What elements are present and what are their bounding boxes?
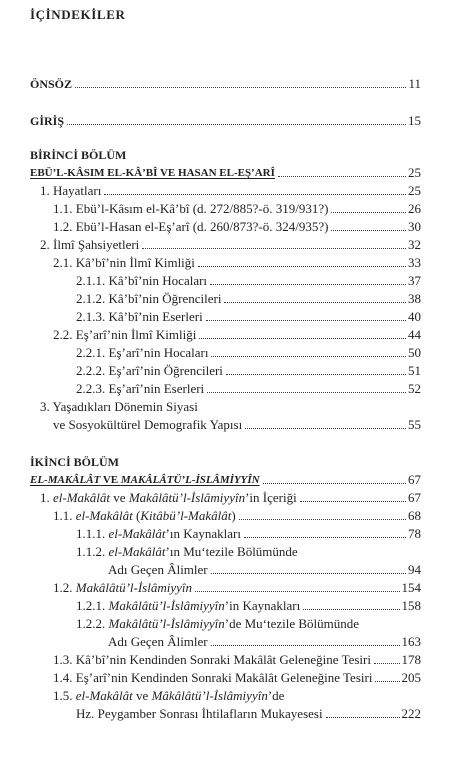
leader-dots [278,176,406,177]
entry-title: Kâ’bî’nin Eserleri [108,309,203,324]
toc-entry [30,579,421,597]
toc-entry [30,615,421,633]
entry-label [53,507,236,525]
toc-entry-preface [30,75,421,93]
page-number: 67 [408,490,421,505]
entry-title-part: el-Makâlât [75,688,133,703]
leader-dots [331,212,406,213]
page-number: 78 [408,526,421,541]
entry-title-part: ) [231,508,236,523]
entry-number: 1.1.1. [76,526,106,541]
page-number: 158 [401,598,421,613]
entry-title-part: ’in İçeriği [245,490,297,505]
entry-title: GİRİŞ [30,114,65,128]
entry-title-part: ’de [267,688,285,703]
entry-label [53,687,284,705]
entry-label [53,200,328,218]
leader-dots [375,681,399,682]
entry-title: Kâ’bî’nin Hocaları [108,273,208,288]
part-heading: BİRİNCİ BÖLÜM [30,148,127,162]
entry-title: Kâ’bî’nin İlmî Kimliği [75,255,195,270]
page-number: 30 [408,219,421,234]
entry-number: 1.2.2. [76,616,106,631]
leader-dots [331,230,406,231]
leader-dots [239,519,406,520]
page-number: 26 [408,201,421,216]
leader-dots [206,320,406,321]
entry-title: İlmî Şahsiyetleri [53,237,140,252]
toc-entry [30,489,421,507]
entry-title-part: ve [110,490,129,505]
entry-title: Eş’arî’nin Eserleri [108,381,205,396]
leader-dots [300,501,406,502]
entry-title-part: el-Makâlât [75,508,133,523]
entry-title-part: Eş’arî’nin Kendinden Sonraki Makâlât Geleneğine Tesiri [75,670,373,685]
entry-label [76,543,298,561]
entry-label [40,398,198,416]
entry-title-part: el-Makâlât [53,490,111,505]
leader-dots [210,284,406,285]
chapter-title-row [30,471,421,489]
leader-dots [263,483,406,484]
entry-label [40,489,297,507]
toc-heading: İÇİNDEKİLER [30,7,126,22]
entry-number: 1.1. [53,201,73,216]
leader-dots [104,194,406,195]
entry-number: 2.2.1. [76,345,106,360]
entry-number: 1.3. [53,652,73,667]
entry-label [76,380,204,398]
entry-number: 1. [40,183,50,198]
chapter-title-part: EL-MAKÂLÂT [30,474,101,486]
entry-title-part: Makâlâtü’l-İslâmiyyîn [75,580,192,595]
entry-label [76,272,207,290]
toc-entry [30,290,421,308]
entry-title-part: el-Makâlât [108,544,166,559]
entry-number: 2.1.2. [76,291,106,306]
entry-title-part: ’de Mu‘tezile Bölümünde [224,616,360,631]
entry-title-part: el-Makâlât [108,526,166,541]
page-number: 37 [408,273,421,288]
toc-entry [30,398,421,416]
entry-title: Eş’arî’nin İlmî Kimliği [75,327,197,342]
chapter-title-part: VE [100,474,121,486]
entry-label [53,254,195,272]
toc-entry [30,344,421,362]
page-number: 205 [401,670,421,685]
entry-title-part: Makâlâtü’l-İslâmiyyîn [108,616,225,631]
toc-entry [30,362,421,380]
entry-label [40,236,139,254]
part-heading: İKİNCİ BÖLÜM [30,455,120,469]
toc-entry [30,669,421,687]
entry-label [40,182,101,200]
entry-label [76,344,208,362]
entry-title-continued: Adı Geçen Âlimler [108,562,208,577]
entry-title-part: Kitâbü’l-Makâlât [140,508,232,523]
leader-dots [303,609,399,610]
entry-title-part: Mâkâlâtü’l-İslâmiyyîn [151,688,268,703]
leader-dots [67,124,406,125]
toc-entry [30,254,421,272]
page-number: 154 [401,580,421,595]
toc-entry-continuation [30,705,421,723]
toc-entry [30,326,421,344]
page-number: 33 [408,255,421,270]
entry-title-continued: Hz. Peygamber Sonrası İhtilafların Mukayesesi [76,706,323,721]
page-number: 40 [408,309,421,324]
entry-label [76,525,241,543]
page-number: 51 [408,363,421,378]
entry-title-part: ’in Kaynakları [224,598,301,613]
entry-number: 2.2. [53,327,73,342]
entry-title: Eş’arî’nin Öğrencileri [108,363,223,378]
entry-number: 2.2.2. [76,363,106,378]
entry-title: ÖNSÖZ [30,77,73,91]
entry-title: Ebü’l-Hasan el-Eş’arî (d. 260/873?-ö. 324/935?) [75,219,329,234]
leader-dots [326,717,400,718]
entry-number: 1.4. [53,670,73,685]
chapter-title [30,471,260,489]
entry-label [53,669,372,687]
toc-entry-continuation [30,416,421,434]
leader-dots [211,356,406,357]
entry-label [53,651,371,669]
page-number: 178 [401,652,421,667]
page-number: 163 [401,634,421,649]
leader-dots [374,663,400,664]
entry-title-part: ’ın Kaynakları [165,526,241,541]
entry-label [53,326,196,344]
leader-dots [244,537,406,538]
entry-label [53,218,328,236]
toc-entry [30,687,421,705]
leader-dots [195,591,400,592]
entry-label [53,579,192,597]
entry-title-continued: ve Sosyokültürel Demografik Yapısı [53,417,243,432]
entry-number: 1.2. [53,580,73,595]
chapter-title-row [30,164,421,182]
entry-title: Ebü’l-Kâsım el-Kâ’bî (d. 272/885?-ö. 319/931?) [75,201,329,216]
leader-dots [207,392,406,393]
entry-number: 1.2.1. [76,598,106,613]
leader-dots [199,338,406,339]
page-number: 55 [408,417,421,432]
page-number: 15 [408,113,421,128]
leader-dots [211,573,406,574]
entry-title-part: ve [132,688,152,703]
page-number: 67 [408,472,421,487]
entry-title-part: Makâlâtü’l-İslâmiyyîn [108,598,225,613]
toc-entry [30,525,421,543]
page-number: 222 [401,706,421,721]
entry-number: 3. [40,399,50,414]
leader-dots [211,645,400,646]
page-number: 50 [408,345,421,360]
toc-entry [30,543,421,561]
toc-entry [30,597,421,615]
toc-entry [30,507,421,525]
page-number: 94 [408,562,421,577]
toc-entry [30,308,421,326]
chapter-title: EBÜ’L-KÂSIM EL-KÂ’BÎ VE HASAN EL-EŞ’ARÎ [30,167,275,179]
toc-entry [30,651,421,669]
toc-entry [30,380,421,398]
page-number: 44 [408,327,421,342]
entry-title: Yaşadıkları Dönemin Siyasi [52,399,198,414]
toc-entry [30,236,421,254]
leader-dots [198,266,406,267]
toc-page [30,6,421,723]
toc-entry [30,182,421,200]
toc-entry-continuation [30,633,421,651]
entry-label [76,615,359,633]
leader-dots [226,374,406,375]
part-heading-row [30,453,421,471]
entry-label [76,308,203,326]
entry-number: 2.1. [53,255,73,270]
toc-heading-row [30,6,421,24]
entry-number: 2. [40,237,50,252]
toc-entry-introduction [30,112,421,130]
entry-number: 1.1.2. [76,544,106,559]
entry-number: 2.1.1. [76,273,106,288]
toc-entry-continuation [30,561,421,579]
entry-title: Kâ’bî’nin Öğrencileri [108,291,222,306]
toc-entry [30,200,421,218]
entry-title-part: ( [132,508,141,523]
leader-dots [75,87,406,88]
entry-label [76,597,300,615]
entry-number: 1. [40,490,50,505]
entry-title-part: Makâlâtü’l-İslâmiyyîn [128,490,246,505]
entry-title: Hayatları [53,183,102,198]
entry-title-continued: Adı Geçen Âlimler [108,634,208,649]
page-number: 32 [408,237,421,252]
entry-title: Eş’arî’nin Hocaları [108,345,209,360]
entry-title-part: ’ın Mu‘tezile Bölümünde [165,544,298,559]
page-number: 11 [408,76,421,91]
entry-label [76,362,223,380]
part-heading-row [30,146,421,164]
entry-label [76,290,221,308]
entry-number: 2.2.3. [76,381,106,396]
page-number: 25 [408,183,421,198]
toc-entry [30,272,421,290]
page-number: 52 [408,381,421,396]
entry-number: 2.1.3. [76,309,106,324]
entry-number: 1.2. [53,219,73,234]
page-number: 68 [408,508,421,523]
leader-dots [142,248,406,249]
leader-dots [245,428,406,429]
entry-number: 1.5. [53,688,73,703]
leader-dots [224,302,406,303]
chapter-title-part: MAKÂLÂTÜ’L-İSLÂMİYYÎN [120,474,260,486]
toc-entry [30,218,421,236]
page-number: 38 [408,291,421,306]
entry-title-part: Kâ’bî’nin Kendinden Sonraki Makâlât Geleneğine Tesiri [75,652,371,667]
entry-number: 1.1. [53,508,73,523]
page-number: 25 [408,165,421,180]
